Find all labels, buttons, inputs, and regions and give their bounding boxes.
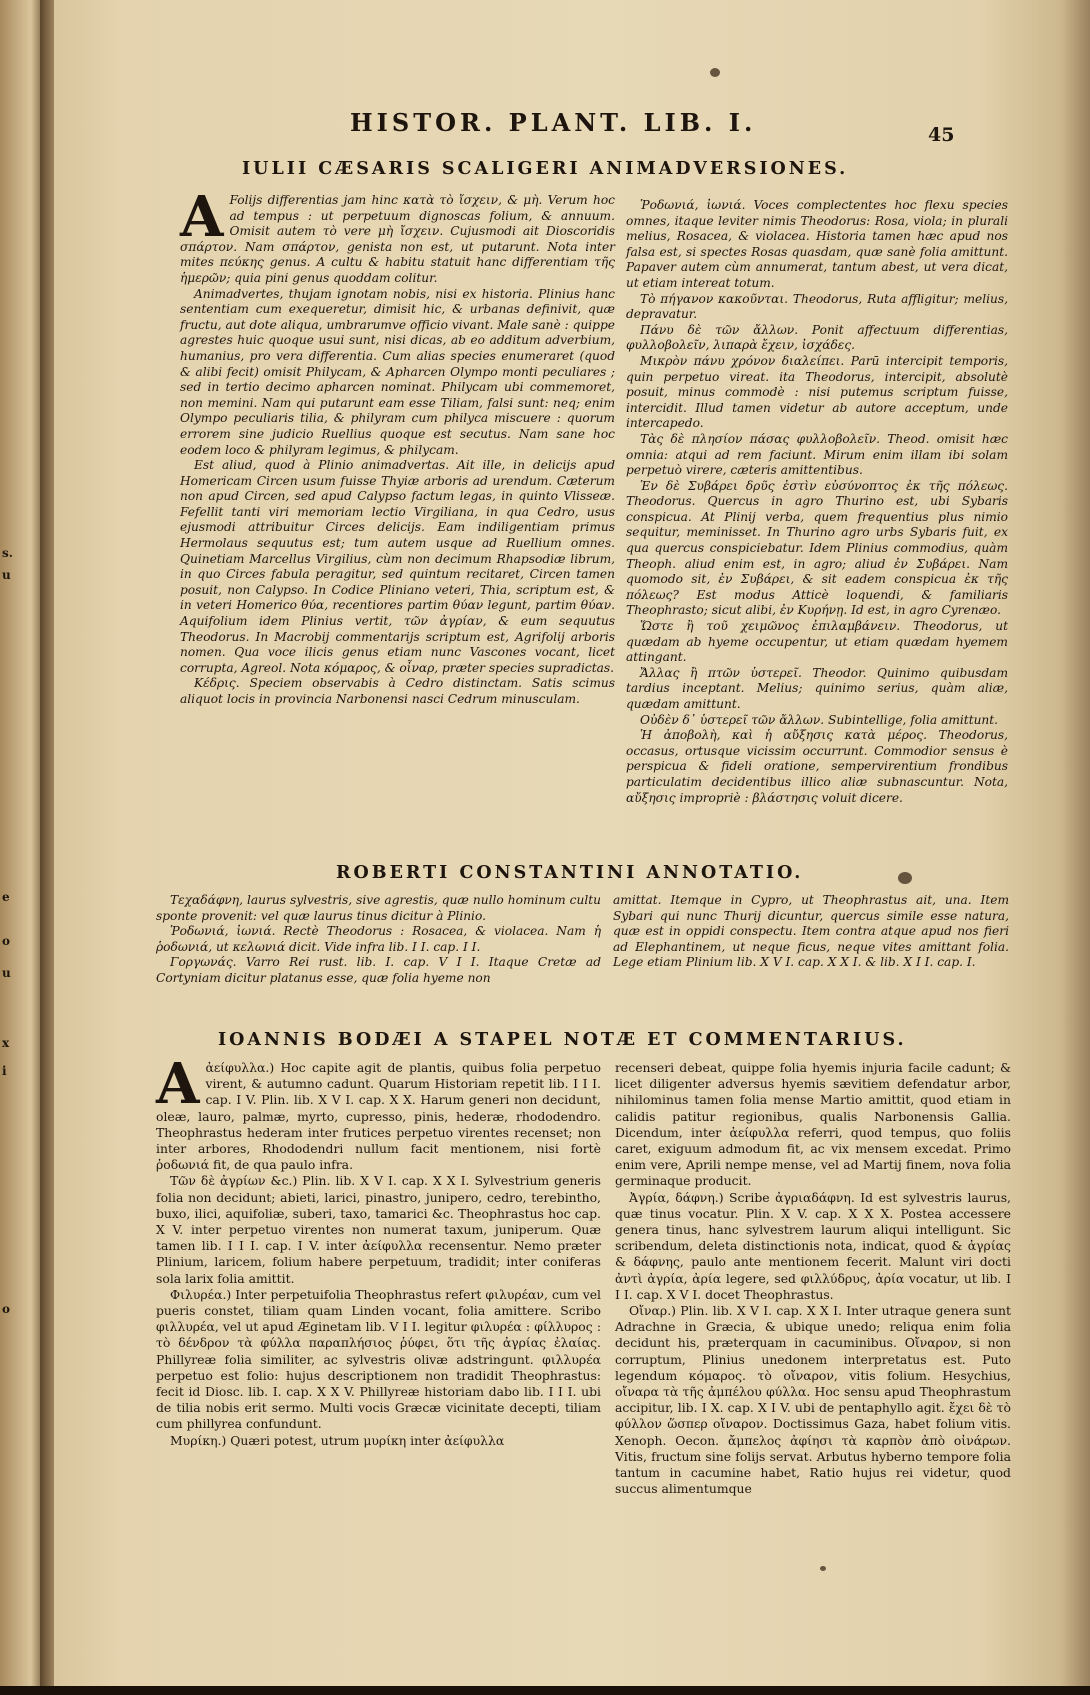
- scaliger-left-column: [180, 184, 615, 708]
- paragraph: Ὥστε ἢ τοῦ χειμῶνος ἐπιλαμβάνειν. Theodorus, ut quædam ab hyeme occupentur, ut etiam quædam hyemem attingant.: [626, 619, 1008, 665]
- margin-mark: e: [2, 890, 10, 904]
- margin-mark: s.: [2, 546, 13, 560]
- paragraph: Μικρὸν πάνυ χρόνον διαλείπει. Parū intercipit temporis, quin perpetuo vireat. ita Theodorus, intercipit, absolutè posuit, minus commodè : nisi putemus scriptum fuisse, intercidit. Illud tamen videtur ab autore acceptum, unde intercapedo.: [626, 353, 1008, 431]
- paragraph: Οἴναρ.) Plin. lib. X V I. cap. X X I. Inter utraque genera sunt Adrachne in Græcia, & ubique unedo; reliqua enim folia decidunt his, præterquam in cacuminibus. Οἴναρον, si non corruptum, Plinius unedonem interpretatus est. Puto legendum κόμαρος. τὸ οἴναρον, vitis folium. Hesychius, οἴναρα τὰ τῆς ἀμπέλου φύλλα. Hoc sensu apud Theophrastum accipitur, lib. I X. cap. X I V. ubi de pentaphyllo agit. ἔχει δὲ τὸ φύλλον ὥσπερ οἴναρον. Doctissimus Gaza, habet folium vitis. Xenoph. Oecon. ἄμπελος ἀφίησι τὰ καρπὸν ἀπὸ οἰνάρων. Vitis, fructum sine folijs servat. Arbutus hyberno tempore folia tantum in cacumine habet, Ratio hujus rei videtur, quod succus alimentumque: [615, 1303, 1011, 1497]
- drop-capital: A: [180, 184, 224, 250]
- constantini-right-column: [613, 893, 1009, 971]
- scaliger-right-column: [626, 198, 1008, 806]
- paragraph: recenseri debeat, quippe folia hyemis injuria facile cadunt; & licet diligenter adversus hyemis sævitiem defendatur arbor, nihilominus tamen folia mense Martio amittit, quod etiam in calidis patitur regionibus, qualis Narbonensis Gallia. Dicendum, inter ἀείφυλλα referri, quod tempus, quo foliis caret, exiguum admodum fit, ac vix mensem excedat. Primo enim vere, Aprili nempe mense, vel ad Martij finem, nova folia germinaque producit.: [615, 1060, 1011, 1189]
- paragraph: Τεχαδάφνη, laurus sylvestris, sive agrestis, quæ nullo hominum cultu sponte provenit: vel quæ laurus tinus dicitur à Plinio.: [156, 893, 601, 923]
- margin-mark: o: [2, 1302, 11, 1316]
- paragraph: Folijs differentias jam hinc κατὰ τὸ ἴσχειν, & μὴ. Verum hoc ad tempus : ut perpetuum dignoscas folium, & annuum. Omisit autem τὸ vere μὴ ἴσχειν. Cujusmodi ait Dioscoridis σπάρτον. Nam σπάρτον, genista non est, ut putarunt. Nota inter mites πεύκης genus. A cultu & habitu statuit hanc differentiam τῆς ἡμερῶν; quia pini genus quoddam colitur.: [180, 193, 615, 285]
- paragraph: Est aliud, quod à Plinio animadvertas. Ait ille, in delicijs apud Homericam Circen usum fuisse Thyiæ arboris ad urendum. Cæterum non apud Circen, sed apud Calypso factum legas, in quinto Vlisseæ. Fefellit tanti viri memoriam lectio Virgiliana, in qua Cedro, usus ejusmodi attribuitur Circes delicijs. Eam indiligentiam primus Hermolaus sequutus est; tum autem usque ad Ruellium omnes. Quinetiam Marcellus Virgilius, cùm non decimum Rhapsodiæ librum, in quo Circes fabula peragitur, sed quintum recitaret, Circen tamen posuit, non Calypso. In Codice Pliniano veteri, Thia, scriptum est, & in veteri Homerico θύα, recentiores partim θύαν legunt, partim θύαν. Aquifolium idem Plinius vertit, τῶν ἀγρίαν, & eum sequutus Theodorus. In Macrobij commentarijs scriptum est, Agrifolij arboris nomen. Qua voce ilicis genus etiam nunc Vascones vocant, licet corrupta, Agreol. Nota κόμαρος, & οἶναρ, præter species supradictas.: [180, 458, 615, 675]
- drop-capital: A: [156, 1051, 200, 1117]
- paragraph: Γοργωνάς. Varro Rei rust. lib. I. cap. V I I. Itaque Cretæ ad Cortyniam dicitur platanus esse, quæ folia hyeme non: [156, 955, 601, 985]
- paragraph: Κέδρις. Speciem observabis à Cedro distinctam. Satis scimus aliquot locis in provincia Narbonensi nasci Cedrum minusculam.: [180, 676, 615, 706]
- paragraph: Τὰς δὲ πλησίον πάσας φυλλοβολεῖν. Theod. omisit hæc omnia: atqui ad rem faciunt. Mirum enim illam ibi solam perpetuò virere, cæteris amittentibus.: [626, 431, 1008, 478]
- paragraph: ἀείφυλλα.) Hoc capite agit de plantis, quibus folia perpetuo virent, & autumno cadunt. Quarum Historiam repetit lib. I I I. cap. I V. Plin. lib. X V I. cap. X X. Harum generi non decidunt, oleæ, lauro, palmæ, myrto, cupresso, pinis, hederæ, rhododendro. Theophrastus hederam inter frutices perpetuo virentes recenset; non inter arbores, Rhododendri nullum facit mentionem, nisi fortè ῥοδωνιά fit, de qua paulo infra.: [156, 1060, 601, 1173]
- margin-mark: u: [2, 966, 11, 980]
- section-title-constantini: ROBERTI CONSTANTINI ANNOTATIO.: [336, 863, 804, 883]
- paragraph: Ἐν δὲ Συβάρει δρῦς ἐστὶν εὐσύνοπτος ἐκ τῆς πόλεως. Theodorus. Quercus in agro Thurino est, ubi Sybaris conspicua. At Plinij verba, quem frequentius plus nimio sequitur, meminisset. In Thurino agro urbs Sybaris fuit, ex qua quercus conspiciebatur. Idem Plinius commodius, quàm Theoph. aliud enim est, in agro; aliud ἐν Συβάρει. Nam quomodo sit, ἐν Συβάρει, & sit eadem conspicua ἐκ τῆς πόλεως? Est modus Atticè loquendi, & familiaris Theophrasto; sicut alibi, ἐν Κυρήνῃ. Id est, in agro Cyrenæo.: [626, 478, 1008, 618]
- running-title: HISTOR. PLANT. LIB. I.: [350, 108, 757, 137]
- paragraph: Τὸ πήγανον κακοῦνται. Theodorus, Ruta affligitur; melius, depravatur.: [626, 291, 1008, 322]
- margin-mark: u: [2, 568, 11, 582]
- section-title-scaliger: IULII CÆSARIS SCALIGERI ANIMADVERSIONES.: [242, 159, 849, 179]
- page-number: 45: [928, 124, 955, 146]
- paragraph: Οὐδὲν δ᾽ ὑστερεῖ τῶν ἄλλων. Subintellige, folia amittunt.: [640, 712, 999, 727]
- paragraph: Ἄλλας ἢ πτῶν ὑστερεῖ. Theodor. Quinimo quibusdam tardius inceptant. Melius; quinimo serius, quàm aliæ, quædam amittunt.: [626, 665, 1008, 711]
- paragraph: Πάνυ δὲ τῶν ἄλλων. Ponit affectuum differentias, φυλλοβολεῖν, λιπαρὰ ἔχειν, ἰσχάδες.: [626, 322, 1008, 353]
- margin-mark: i: [2, 1064, 7, 1078]
- printed-page: [60, 0, 1080, 1695]
- section-title-bodaei: IOANNIS BODÆI A STAPEL NOTÆ ET COMMENTARIUS.: [218, 1030, 907, 1050]
- book-gutter: [40, 0, 54, 1695]
- constantini-left-column: [156, 893, 601, 987]
- paragraph: Ῥοδωνιά, ἰωνιά. Voces complectentes hoc flexu species omnes, itaque leviter nimis Theodorus: Rosa, viola; in plurali melius, Rosacea, & violacea. Historia tamen hæc apud nos falsa est, si spectes Rosas quasdam, quæ sanè folia amittunt. Papaver autem cùm annumerat, tantum abest, ut vera dicat, ut etiam intereat totum.: [626, 198, 1008, 290]
- paragraph: Τῶν δὲ ἀγρίων &c.) Plin. lib. X V I. cap. X X I. Sylvestrium generis folia non decidunt; abieti, larici, pinastro, junipero, cedro, terebintho, buxo, ilici, aquifoliæ, suberi, taxo, tamarici &c. Theophrastus hoc cap. X V. inter perpetuo virentes non numerat taxum, juniperum. Quæ tamen lib. I I I. cap. I V. inter ἀείφυλλα recensentur. Nemo præter Plinium, laricem, folium habere perpetuum, tradidit; inter coniferas sola larix folia amittit.: [156, 1173, 601, 1286]
- bodaei-left-column: [156, 1051, 601, 1449]
- paragraph: Μυρίκη.) Quæri potest, utrum μυρίκη inter ἀείφυλλα: [170, 1432, 505, 1448]
- paragraph: Animadvertes, thujam ignotam nobis, nisi ex historia. Plinius hanc sententiam cum exequeretur, dimisit hic, & urbanas definivit, quæ fructu, aut dote aliqua, umbrarumve officio vivant. Male sanè : quippe agrestes huic quoque usui sunt, nisi dicas, ab eo additum adverbium, humanius, pro vera differentia. Cum alias species enumeraret (quod & alibi fecit) omisit Philycam, & Apharcen Olympo monti peculiares ; sed in tertio decimo apharcen nominat. Philycam ubi commemoret, non memini. Nam qui putarunt eam esse Tiliam, falsi sunt: neq; enim Olympo peculiaris tilia, & philyram cum philyca miscuere : quorum errorem sine judicio Ruellius quoque est secutus. Nam sane hoc eodem loco & philyram legimus, & philycam.: [180, 286, 615, 457]
- facing-page-edge: [0, 0, 44, 1695]
- paragraph: Ἀγρία, δάφνη.) Scribe ἀγριαδάφνη. Id est sylvestris laurus, quæ tinus vocatur. Plin. X V. cap. X X X. Postea accessere genera tinus, hanc sylvestrem laurum aliqui intelligunt. Sic scribendum, deleta distinctionis nota, indicat, quod & ἀγρίας & δάφνης, paulo ante mentionem fecerit. Malunt viri docti ἀντὶ ἀγρία, ἀρία legere, sed φιλλύδρυς, ἀρία vocatur, ut lib. I I I. cap. X V I. docet Theophrastus.: [615, 1189, 1011, 1302]
- paragraph: amittat. Itemque in Cypro, ut Theophrastus ait, una. Item Sybari qui nunc Thurij dicuntur, quercus simile esse natura, quæ est in oppidi conspectu. Item contra atque apud nos fieri ad Elephantinem, ut neque ficus, neque vites amittant folia. Lege etiam Plinium lib. X V I. cap. X X I. & lib. X I I. cap. I.: [613, 893, 1009, 970]
- paragraph: Ἡ ἀποβολὴ, καὶ ἡ αὔξησις κατὰ μέρος. Theodorus, occasus, ortusque vicissim occurrunt. Commodior sensus è perspicua & fideli oratione, sempervirentium frondibus particulatim decidentibus illico aliæ subnascuntur. Nota, αὔξησις impropriè : βλάστησις voluit dicere.: [626, 728, 1008, 805]
- paragraph: Ῥοδωνιά, ἰωνιά. Rectè Theodorus : Rosacea, & violacea. Nam ἡ ῥοδωνιά, ut κελωνιά dicit. Vide infra lib. I I. cap. I I.: [156, 924, 601, 954]
- margin-mark: x: [2, 1036, 10, 1050]
- paragraph: Φιλυρέα.) Inter perpetuifolia Theophrastus refert φιλυρέαν, cum vel pueris constet, tiliam quam Linden vocant, folia amittere. Scribo φιλλυρέα, vel ut apud Æginetam lib. V I I. legitur φιλυρέα : φίλλυρος : τὸ δένδρον τὰ φύλλα παραπλήσιος ῥύφει, ὅτι τῆς ἀγρίας ἐλαίας. Phillyreæ folia similiter, ac sylvestris olivæ adstringunt. φιλλυρέα perpetuo est folio: hujus descriptionem non tradidit Theophrastus: fecit id Diosc. lib. I. cap. X X V. Phillyreæ historiam dabo lib. I I I. ubi de tilia nobis erit sermo. Multi vocis Græcæ vicinitate decepti, tiliam cum phillyrea confundunt.: [156, 1286, 601, 1432]
- bottom-edge: [0, 1686, 1090, 1695]
- margin-mark: o: [2, 934, 11, 948]
- bodaei-right-column: [615, 1060, 1011, 1497]
